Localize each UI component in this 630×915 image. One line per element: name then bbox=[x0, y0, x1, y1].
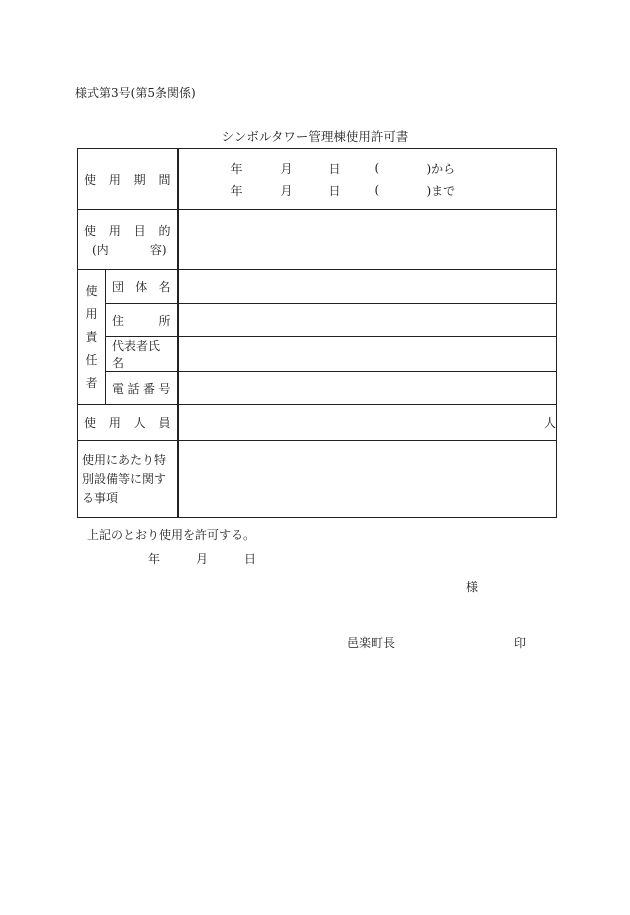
form-number-label: 様式第3号(第5条関係) bbox=[75, 86, 196, 100]
issue-day-label: 日 bbox=[244, 552, 257, 566]
phone-label-cell bbox=[106, 372, 178, 405]
responsible-row-address bbox=[78, 304, 557, 337]
people-label-char: 人 bbox=[133, 416, 146, 430]
purpose-label-char: 目 bbox=[133, 223, 146, 238]
recipient-honorific: 様 bbox=[466, 580, 479, 594]
responsible-group-cell bbox=[78, 270, 106, 405]
permit-form-table bbox=[77, 148, 557, 518]
special-label-cell bbox=[78, 441, 178, 518]
responsible-group-char: 責 bbox=[85, 329, 98, 344]
org-name-label-cell bbox=[106, 270, 178, 304]
people-label-cell bbox=[78, 405, 178, 441]
end-day-label: 日 bbox=[328, 183, 341, 198]
period-label-cell bbox=[78, 149, 178, 210]
period-start-line bbox=[179, 157, 557, 179]
purpose-row bbox=[78, 210, 557, 270]
representative-text: 代表者氏名 bbox=[112, 339, 161, 370]
purpose-sub-close: 容) bbox=[149, 242, 167, 257]
responsible-row-representative bbox=[78, 337, 557, 372]
end-month-label: 月 bbox=[280, 183, 293, 198]
period-row bbox=[78, 149, 557, 210]
purpose-sub-label bbox=[78, 239, 177, 258]
responsible-group-char: 用 bbox=[85, 306, 98, 321]
people-row bbox=[78, 405, 557, 441]
responsible-row-org bbox=[78, 270, 557, 304]
start-day-label: 日 bbox=[328, 161, 341, 176]
representative-label bbox=[106, 337, 177, 371]
start-paren-close: )から bbox=[426, 161, 456, 176]
period-end-line bbox=[179, 179, 557, 201]
issue-month-label: 月 bbox=[196, 552, 209, 566]
purpose-label bbox=[78, 222, 177, 239]
end-paren-open: ( bbox=[374, 183, 380, 197]
address-char: 住 bbox=[112, 313, 125, 328]
phone-char: 話 bbox=[127, 381, 140, 396]
period-label-char: 期 bbox=[133, 172, 146, 187]
period-label-char: 間 bbox=[158, 172, 171, 187]
responsible-group-char: 者 bbox=[85, 375, 98, 390]
representative-label-cell bbox=[106, 337, 178, 372]
people-label bbox=[78, 414, 177, 431]
start-year-label: 年 bbox=[230, 161, 243, 176]
responsible-group-char: 任 bbox=[85, 352, 98, 367]
people-unit: 人 bbox=[543, 416, 556, 430]
org-name-char: 体 bbox=[135, 280, 148, 294]
org-name-label bbox=[106, 278, 177, 295]
address-label-cell bbox=[106, 304, 178, 337]
people-label-char: 用 bbox=[108, 416, 121, 430]
responsible-row-phone bbox=[78, 372, 557, 405]
purpose-label-char: 使 bbox=[84, 223, 97, 238]
phone-value-cell bbox=[178, 372, 557, 405]
responsible-group-label bbox=[78, 280, 105, 395]
address-label bbox=[106, 312, 177, 329]
phone-char: 号 bbox=[158, 381, 171, 396]
permit-statement: 上記のとおり使用を許可する。 bbox=[87, 528, 256, 542]
phone-label bbox=[106, 380, 177, 397]
org-name-value-cell bbox=[178, 270, 557, 304]
people-value-cell bbox=[178, 405, 557, 441]
end-year-label: 年 bbox=[230, 183, 243, 198]
start-paren-open: ( bbox=[374, 161, 380, 175]
phone-char: 電 bbox=[112, 381, 125, 396]
end-paren-close: )まで bbox=[426, 183, 456, 198]
period-label-char: 用 bbox=[108, 172, 121, 187]
mayor-title: 邑楽町長 bbox=[347, 636, 396, 650]
start-month-label: 月 bbox=[280, 161, 293, 176]
responsible-group-char: 使 bbox=[85, 283, 98, 298]
phone-char: 番 bbox=[142, 381, 155, 396]
special-value-cell bbox=[178, 441, 557, 518]
people-label-char: 使 bbox=[84, 416, 97, 430]
period-label-char: 使 bbox=[84, 172, 97, 187]
address-value-cell bbox=[178, 304, 557, 337]
address-char: 所 bbox=[158, 313, 171, 328]
purpose-sub-open: (内 bbox=[92, 242, 109, 257]
representative-value-cell bbox=[178, 337, 557, 372]
period-label bbox=[78, 171, 177, 188]
purpose-label-cell bbox=[78, 210, 178, 270]
special-row bbox=[78, 441, 557, 518]
document-title: シンボルタワー管理棟使用許可書 bbox=[221, 129, 409, 144]
people-label-char: 員 bbox=[158, 416, 171, 430]
period-value-cell bbox=[178, 149, 557, 210]
issue-year-label: 年 bbox=[148, 552, 161, 566]
seal-mark: 印 bbox=[514, 636, 527, 650]
purpose-value-cell bbox=[178, 210, 557, 270]
special-label: 使用にあたり特別設備等に関する事項 bbox=[82, 452, 167, 505]
purpose-label-char: 用 bbox=[108, 223, 121, 238]
org-name-char: 名 bbox=[158, 280, 171, 294]
org-name-char: 団 bbox=[112, 280, 125, 294]
purpose-label-char: 的 bbox=[158, 223, 171, 238]
